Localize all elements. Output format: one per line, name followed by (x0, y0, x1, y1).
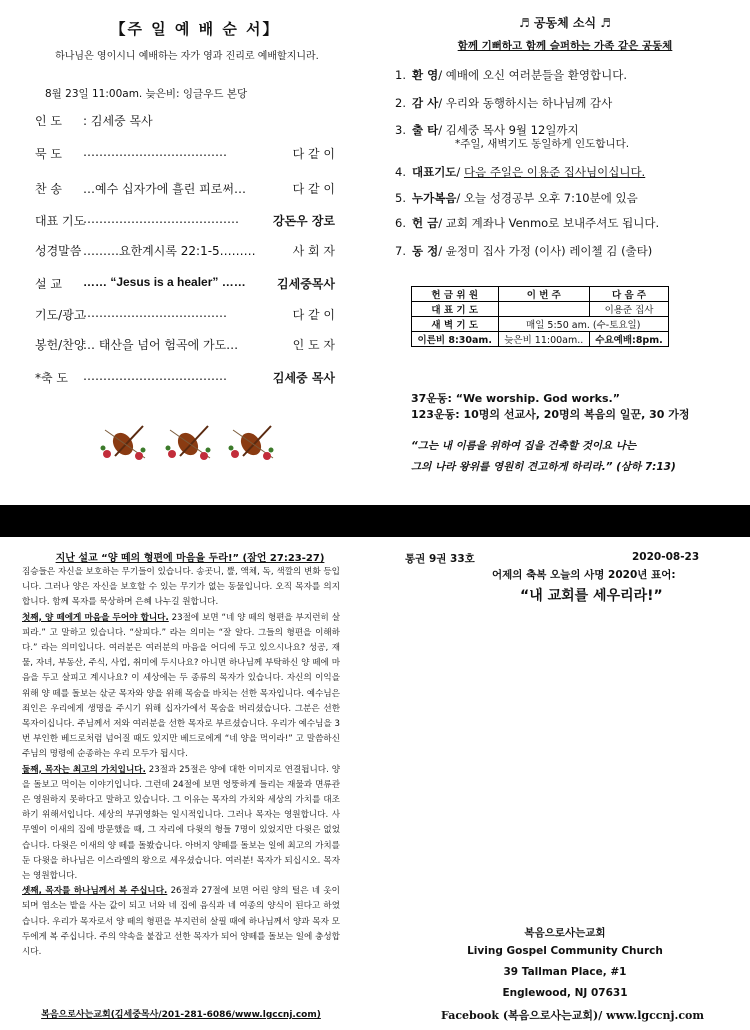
news-separator: / (438, 244, 446, 258)
sermon-footer: 복음으로사는교회(김세중목사/201-281-6086/www.lgccnj.com) (41, 1010, 321, 1020)
news-title: ♬ 공동체 소식 ♬ (518, 16, 611, 30)
duty-header-cell: 다 음 주 (590, 287, 669, 302)
sermon-text: 26절과 27절에 보면 어린 양의 털은 네 옷이 되며 염소는 밭을 사는 값이 되고 너와 네 집에 음식과 네 여종의 양식이 된다고 하였습니다. 우리가 목자로서 양 떼의 형편을 부지런히 살필 때에 하나님께서 양과 목자 모두에게 복 주십니다. 주의 약속을 붙잡고 선한 목자가 되어 양떼를 돌보는 일에 충성합시다. (22, 886, 340, 958)
duty-cell: 이른비 8:30am. (412, 332, 499, 347)
worship-item-label: 성경말씀 (35, 244, 82, 258)
worship-item (35, 112, 335, 132)
violin-icon (166, 426, 211, 460)
news-separator: / (438, 216, 446, 230)
news-item-number: 1. (395, 68, 406, 82)
church-facebook-link[interactable]: Facebook (복음으로사는교회)/ www.lgccnj.com (441, 1009, 704, 1022)
worship-item-detail: ………요한계시록 22:1-5……… (83, 244, 256, 258)
news-item-text: 교회 계좌나 Venmo로 보내주셔도 됩니다. (445, 216, 660, 230)
news-item-text: 우리와 동행하시는 하나님께 감사 (445, 96, 613, 110)
worship-item-detail: ………………………………… (83, 212, 239, 226)
movement-37: 37운동: “We worship. God works.” (411, 392, 620, 405)
sermon-paragraph (22, 884, 340, 960)
news-item-number: 7. (395, 244, 406, 258)
worship-item-label: 대표 기도 (35, 214, 86, 228)
worship-item-leader: 강돈우 장로 (272, 214, 335, 228)
worship-item (35, 336, 335, 356)
violin-icon (101, 426, 146, 460)
news-item-text: 다음 주일은 이용준 집사님이십니다. (463, 165, 646, 179)
duty-table (411, 286, 669, 347)
news-item-label: 환 영 (411, 68, 439, 82)
news-item (395, 95, 745, 111)
duty-table-header (412, 287, 669, 302)
worship-item-label: 인 도 (35, 114, 62, 128)
worship-item-label: 기도/광고 (35, 308, 86, 322)
news-separator: / (438, 68, 446, 82)
worship-item-label: 찬 송 (35, 182, 62, 196)
year-motto: “내 교회를 세우리라!” (520, 588, 663, 604)
news-item-number: 5. (395, 191, 406, 205)
bulletin-inner-page (0, 0, 750, 505)
duty-header-cell: 이 번 주 (498, 287, 590, 302)
worship-item-leader: 인 도 자 (292, 338, 335, 352)
church-address-line1: 39 Tallman Place, #1 (503, 966, 627, 978)
worship-item-detail: ……………………………… (83, 306, 227, 320)
worship-item-label: *축 도 (35, 371, 68, 385)
verse-line-2: 그의 나라 왕위를 영원히 견고하게 하리라.” (삼하 7:13) (411, 461, 676, 473)
sermon-body (22, 565, 340, 960)
worship-item (35, 242, 335, 262)
duty-cell: 수요예배:8pm. (590, 332, 669, 347)
duty-cell: 새 벽 기 도 (412, 317, 499, 332)
worship-item-leader: 김세중 목사 (272, 371, 335, 385)
sermon-paragraph: 짐승들은 자신을 보호하는 무기들이 있습니다. 송곳니, 뿔, 액체, 독, 색깔의 변화 등입니다. 그러나 양은 자신을 보호할 수 있는 무기가 없는 동물입니다. 오직 목자를 의지합니다. 함께 목자를 묵상하며 은혜 나누길 원합니다. (22, 567, 340, 608)
sermon-point-1: 첫째, 양 떼에게 마음을 두어야 합니다. (22, 612, 169, 623)
bulletin-outer-page (0, 537, 750, 1030)
page-divider (0, 505, 750, 537)
volume-number: 통권 9권 33호 (405, 553, 475, 565)
news-separator: / (456, 191, 464, 205)
news-separator: / (438, 123, 446, 137)
news-item (395, 164, 745, 180)
news-item-number: 2. (395, 96, 406, 110)
sermon-point-2: 둘째, 목자는 최고의 가치입니다. (22, 764, 146, 775)
worship-item-label: 설 교 (35, 277, 62, 291)
worship-item-detail: …예수 십자가에 흘린 피로써… (83, 182, 246, 196)
worship-order-subtitle: 하나님은 영이시니 예배하는 자가 영과 진리로 예배할지니라. (55, 51, 319, 62)
worship-item-leader: 다 같 이 (292, 147, 335, 161)
worship-item (35, 306, 335, 326)
verse-line-1: “그는 내 이름을 위하여 집을 건축할 것이요 나는 (411, 440, 637, 452)
violin-icon (229, 426, 274, 460)
duty-cell: 늦은비 11:00am.. (498, 332, 590, 347)
worship-item-detail: : 김세중 목사 (83, 114, 153, 128)
duty-cell (498, 302, 590, 317)
worship-item (35, 180, 335, 200)
news-item (395, 67, 745, 83)
motto-caption: 어제의 축복 오늘의 사명 2020년 표어: (492, 569, 676, 581)
duty-cell: 매일 5:50 am. (수-토요일) (498, 317, 669, 332)
news-item-label: 대표기도 (411, 165, 457, 179)
news-item (395, 190, 745, 206)
church-name-korean: 복음으로사는교회 (524, 927, 606, 939)
news-item-text: 윤정미 집사 가정 (이사) 레이첼 김 (출타) (445, 244, 653, 258)
duty-table-row (412, 317, 669, 332)
sermon-title: 지난 설교 “양 떼의 형편에 마음을 두라!” (잠언 27:23-27) (55, 553, 325, 564)
worship-item-detail: ……………………………… (83, 145, 227, 159)
worship-item (35, 212, 335, 232)
duty-cell: 이용준 집사 (590, 302, 669, 317)
news-item-text: 김세중 목사 9월 12일까지 (445, 123, 579, 137)
news-item-number: 4. (395, 165, 406, 179)
worship-item-leader: 김세중목사 (277, 277, 335, 291)
worship-item-detail: … 태산을 넘어 험곡에 가도… (83, 338, 239, 352)
duty-table-row (412, 302, 669, 317)
church-address-line2: Englewood, NJ 07631 (502, 987, 628, 999)
worship-item-detail: …… “Jesus is a healer” …… (83, 275, 246, 289)
bulletin-date: 2020-08-23 (632, 551, 700, 563)
news-item (395, 215, 745, 231)
sermon-paragraph (22, 763, 340, 885)
duty-table-row (412, 332, 669, 347)
church-name-english: Living Gospel Community Church (467, 945, 663, 957)
sermon-point-3: 셋째, 목자를 하나님께서 복 주십니다. (22, 886, 168, 897)
sermon-text: 23절에 보면 “네 양 떼의 형편을 부지런히 살피라.” 고 말하고 있습니다. “살피다.” 라는 의미는 “잘 알다. 그들의 형편을 이해하다.” 라는 의미입니다. 여러분은 여러분의 마음을 어디에 두고 있으시나요? 성공, 재물, 자녀, 부동산, 주식, 사업, 취미에 두시나요? 아니면 하나님께 부탁하신 양 떼에 마음을 두고 살피고 계시나요? 이 세상에는 두 종류의 목자가 있습니다. 자신의 이익을 위해 양 떼를 돌보는 삯군 목자와 양을 위해 목숨을 바치는 선한 목자입니다. 예수님은 죄인은 우리에게 생명을 주시기 위해 십자가에서 목숨을 버리셨습니다. 그분은 선한 목자이십니다. 주님께서 저와 여러분을 선한 목자로 부르셨습니다. 우리가 예수님을 3번 부인한 베드로처럼 넘어질 때도 있지만 베드로에게 “네 양을 먹이라!” 고 말씀하신 주님의 명령에 순종하는 우리 모두가 됩시다. (22, 612, 341, 760)
news-item-text: 예배에 오신 여러분들을 환영합니다. (445, 68, 628, 82)
worship-item-label: 묵 도 (35, 147, 62, 161)
news-item-label: 헌 금 (411, 216, 439, 230)
news-separator: / (438, 96, 446, 110)
news-item-label: 출 타 (411, 123, 439, 137)
movement-123: 123운동: 10명의 선교사, 20명의 복음의 일꾼, 30 가정 (411, 408, 690, 421)
news-item-text: 오늘 성경공부 오후 7:10분에 있음 (463, 191, 638, 205)
news-separator: / (456, 165, 464, 179)
worship-item (35, 275, 335, 295)
worship-item-label: 봉헌/찬양 (35, 338, 86, 352)
sermon-text: 23절과 25절은 양에 대한 이미지로 연결됩니다. 양을 돌보고 먹이는 이야기입니다. 그런데 24절에 보면 엉뚱하게 들리는 재물과 면류관은 영원하지 못하다고 말하고 있습니다. 그 이유는 목자의 가치와 세상의 가치를 대조하기 위해서입니다. 세상의 부귀영화는 일시적입니다. 그러나 목자는 영원합니다. 사무엘이 이새의 집에 방문했을 때, 그 자리에 다윗의 형들 7명이 있었지만 다윗은 없었습니다. 다윗은 이새의 양 떼를 돌봤습니다. 아버지 양떼를 돌보는 일에 최고의 가치를 둔 다윗을 하나님은 이스라엘의 왕으로 세우셨습니다. 여러분! 목자가 되십시오. 목자는 영원합니다. (22, 764, 340, 882)
news-item-label: 감 사 (411, 96, 439, 110)
news-item-number: 6. (395, 216, 406, 230)
worship-item-leader: 다 같 이 (292, 308, 335, 322)
worship-item (35, 145, 335, 165)
sermon-paragraph (22, 611, 340, 763)
worship-item-leader: 다 같 이 (292, 182, 335, 196)
news-item-label: 누가복음 (411, 191, 457, 205)
news-item-label: 동 정 (411, 244, 439, 258)
worship-item-detail: ……………………………… (83, 369, 227, 383)
duty-cell: 대 표 기 도 (412, 302, 499, 317)
worship-order-title: 【주 일 예 배 순 서】 (110, 20, 280, 38)
news-item-number: 3. (395, 123, 406, 137)
worship-item-leader: 사 회 자 (292, 244, 335, 258)
news-item (395, 243, 745, 259)
news-subtitle: 함께 기뻐하고 함께 슬퍼하는 가족 같은 공동체 (457, 40, 673, 52)
worship-date-line: 8월 23일 11:00am. 늦은비: 잉글우드 본당 (45, 88, 248, 100)
violin-rose-decoration (95, 418, 285, 468)
duty-header-cell: 헌 금 위 원 (412, 287, 499, 302)
news-note: *주일, 새벽기도 동일하게 인도합니다. (455, 138, 630, 150)
worship-item (35, 369, 335, 389)
